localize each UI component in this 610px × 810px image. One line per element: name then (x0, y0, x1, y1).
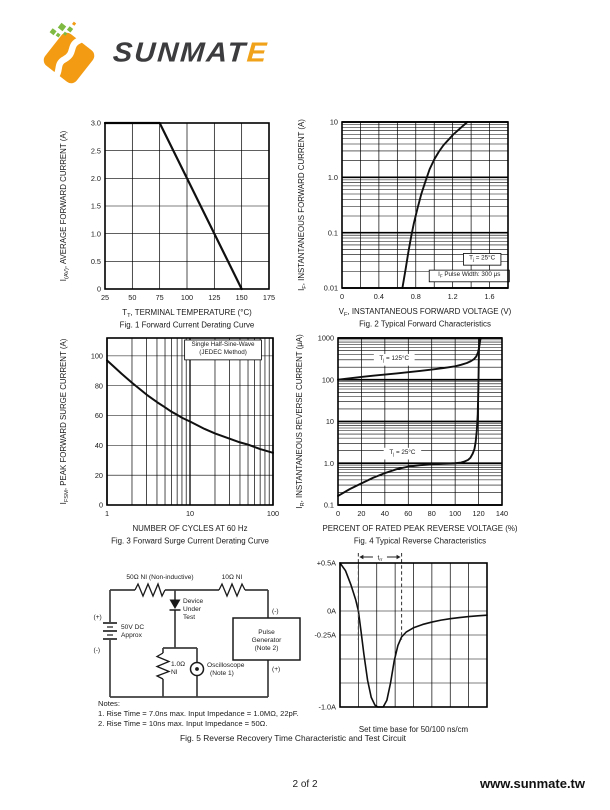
svg-text:Tj = 25°C: $T_j = 25^\circ C$ (469, 254, 496, 262)
svg-text:-1.0A: -1.0A (318, 702, 336, 712)
annotations (374, 354, 421, 459)
dut-label-line2: Under (183, 606, 201, 613)
svg-text:10: 10 (329, 117, 338, 127)
svg-text:0A: 0A (327, 606, 336, 616)
x-axis-label: $T_T$, TERMINAL TEMPERATURE (°C) (122, 308, 252, 319)
diode-symbol (170, 600, 181, 611)
svg-text:150: 150 (235, 293, 248, 302)
pulse-gen-minus-label: (-) (272, 608, 279, 615)
y-axis-label: $I_{(AV)}$, AVERAGE FORWARD CURRENT (A) (59, 130, 70, 282)
data-series (402, 122, 467, 288)
svg-text:20: 20 (357, 509, 366, 518)
series-forward_25C (402, 122, 467, 288)
svg-text:100: 100 (321, 375, 334, 385)
svg-text:1: 1 (104, 509, 110, 518)
svg-text:0: 0 (335, 509, 341, 518)
svg-text:3.0: 3.0 (90, 118, 101, 128)
note-1: 1. Rise Time = 7.0ns max. Input Impedance = 1.0MΩ, 22pF. (98, 709, 299, 718)
svg-text:80: 80 (94, 381, 103, 391)
svg-text:1.2: 1.2 (447, 292, 458, 301)
figure-caption: Fig. 2 Typical Forward Characteristics (359, 319, 491, 329)
fig5-recovery-waveform-chart (312, 551, 512, 734)
svg-text:trr: $t_{rr}$ (377, 554, 383, 562)
svg-text:(JEDEC Method): (JEDEC Method) (199, 349, 247, 357)
battery-plus-label: (+) (93, 614, 102, 621)
y-axis-label: $I_F$, INSTANTANEOUS FORWARD CURRENT (A) (297, 119, 308, 291)
brand-text-accent: E (245, 37, 270, 68)
svg-text:1.0: 1.0 (327, 172, 338, 182)
website-url: www.sunmate.tw (480, 776, 585, 791)
gridlines (105, 123, 269, 289)
battery-minus-label: (-) (93, 647, 101, 654)
pulse-gen-line3: (Note 2) (254, 645, 279, 652)
x-axis-label: NUMBER OF CYCLES AT 60 Hz (132, 524, 248, 533)
oscilloscope-probe-icon (191, 663, 204, 676)
figure-caption: Fig. 4 Typical Reverse Characteristics (353, 536, 487, 546)
svg-text:0.8: 0.8 (410, 292, 421, 301)
svg-text:100: 100 (266, 509, 280, 518)
battery-symbol (103, 623, 117, 639)
battery-label-line2: Approx (121, 632, 142, 639)
fig2-plot (295, 112, 540, 337)
svg-text:80: 80 (427, 509, 436, 518)
y-axis-label: $I_{FSM}$, PEAK FORWARD SURGE CURRENT (A) (59, 338, 70, 505)
annotations (429, 253, 509, 281)
fig5-test-circuit (93, 553, 333, 708)
x-axis-label: PERCENT OF RATED PEAK REVERSE VOLTAGE (%) (322, 524, 518, 533)
page-number: 2 of 2 (292, 779, 318, 790)
svg-text:10: 10 (325, 417, 334, 427)
pulse-gen-line1: Pulse (258, 629, 275, 636)
svg-text:1.0: 1.0 (323, 458, 334, 468)
svg-text:140: 140 (495, 509, 509, 518)
logo (35, 20, 268, 86)
fig5-waveform-plot (312, 551, 512, 734)
x-axis-label: $V_F$, INSTANTANEOUS FORWARD VOLTAGE (V) (338, 307, 512, 318)
r3-label-line2: NI (171, 669, 178, 676)
svg-text:1.6: 1.6 (484, 292, 495, 301)
note-2: 2. Rise Time = 10ns max. Input Impedance = 50Ω. (98, 719, 268, 728)
svg-text:0: 0 (96, 284, 101, 294)
fig1-plot (55, 112, 300, 337)
svg-text:20: 20 (94, 470, 103, 480)
fig3-forward-surge-derating-chart (55, 330, 300, 563)
svg-text:IF Pulse Width: 300 μs: $I_F$ Pulse Width: 300 μs (438, 271, 501, 279)
figure-caption: Fig. 3 Forward Surge Current Derating Curve (111, 536, 269, 546)
svg-text:0: 0 (98, 500, 103, 510)
dut-label-line1: Device (183, 598, 204, 605)
notes-block (98, 699, 299, 729)
tick-labels (91, 119, 275, 302)
svg-text:50: 50 (128, 293, 137, 302)
svg-text:60: 60 (94, 411, 103, 421)
pulse-gen-line2: Generator (251, 637, 282, 644)
svg-text:Single Half-Sine-Wave: Single Half-Sine-Wave (191, 340, 255, 348)
svg-text:0.1: 0.1 (323, 500, 334, 510)
fig4-typical-reverse-characteristics-chart (293, 330, 538, 563)
fig4-plot (293, 330, 538, 558)
svg-text:60: 60 (404, 509, 413, 518)
svg-text:175: 175 (262, 293, 276, 302)
svg-text:100: 100 (180, 293, 194, 302)
svg-text:40: 40 (94, 440, 103, 450)
svg-text:-0.25A: -0.25A (314, 630, 336, 640)
svg-text:+0.5A: +0.5A (316, 558, 336, 568)
svg-text:100: 100 (449, 509, 462, 518)
dut-label-line3: Test (183, 614, 196, 621)
svg-text:0.01: 0.01 (323, 283, 338, 293)
resistor-10ohm (219, 584, 245, 596)
tick-labels (315, 559, 337, 712)
svg-text:25: 25 (100, 293, 110, 302)
svg-text:2.0: 2.0 (90, 173, 101, 183)
svg-text:2.5: 2.5 (90, 146, 101, 156)
svg-text:75: 75 (155, 293, 164, 302)
figure-caption: Set time base for 50/100 ns/cm (358, 725, 469, 734)
svg-text:0: 0 (339, 292, 345, 301)
r2-label: 10Ω NI (221, 574, 243, 581)
svg-text:125: 125 (208, 293, 221, 302)
brand-text-main: SUNMAT (111, 37, 249, 68)
svg-text:Tj = 125°C: $T_j = 125^\circ C$ (379, 354, 410, 363)
resistor-50ohm (135, 584, 165, 596)
annotations (185, 340, 262, 360)
oscilloscope-label-line1: Oscilloscope (207, 662, 245, 669)
tick-labels (91, 351, 279, 518)
fig5-caption: Fig. 5 Reverse Recovery Time Characteristic and Test Circuit (179, 733, 407, 743)
svg-text:1.5: 1.5 (90, 201, 101, 211)
notes-title: Notes: (98, 699, 120, 708)
fig3-plot (55, 330, 300, 558)
svg-text:40: 40 (380, 509, 389, 518)
svg-text:0.1: 0.1 (327, 228, 338, 238)
r3-label-line1: 1.0Ω (171, 661, 186, 668)
fig1-forward-current-derating-chart (55, 112, 300, 342)
fig5-circuit-drawing (93, 553, 333, 703)
svg-text:120: 120 (472, 509, 485, 518)
sunmate-logo-icon (35, 20, 101, 86)
svg-text:Tj = 25°C: $T_j = 25^\circ C$ (389, 448, 416, 457)
svg-text:10: 10 (185, 509, 195, 518)
y-axis-label: $I_R$, INSTANTANEOUS REVERSE CURRENT (μA) (295, 334, 306, 509)
svg-text:1000: 1000 (317, 333, 334, 343)
brand-wordmark (112, 37, 270, 68)
svg-text:1.0: 1.0 (90, 229, 101, 239)
pulse-gen-plus-label: (+) (272, 666, 281, 673)
fig2-typical-forward-characteristics-chart (295, 112, 540, 342)
battery-label-line1: 50V DC (121, 624, 145, 631)
svg-text:0.4: 0.4 (373, 292, 384, 301)
r1-label: 50Ω NI (Non-inductive) (126, 574, 194, 581)
oscilloscope-label-line2: (Note 1) (210, 670, 234, 677)
resistor-1ohm (157, 653, 169, 679)
svg-text:0.5: 0.5 (90, 256, 101, 266)
svg-text:100: 100 (90, 351, 103, 361)
figure-caption: Fig. 1 Forward Current Derating Curve (119, 320, 255, 330)
